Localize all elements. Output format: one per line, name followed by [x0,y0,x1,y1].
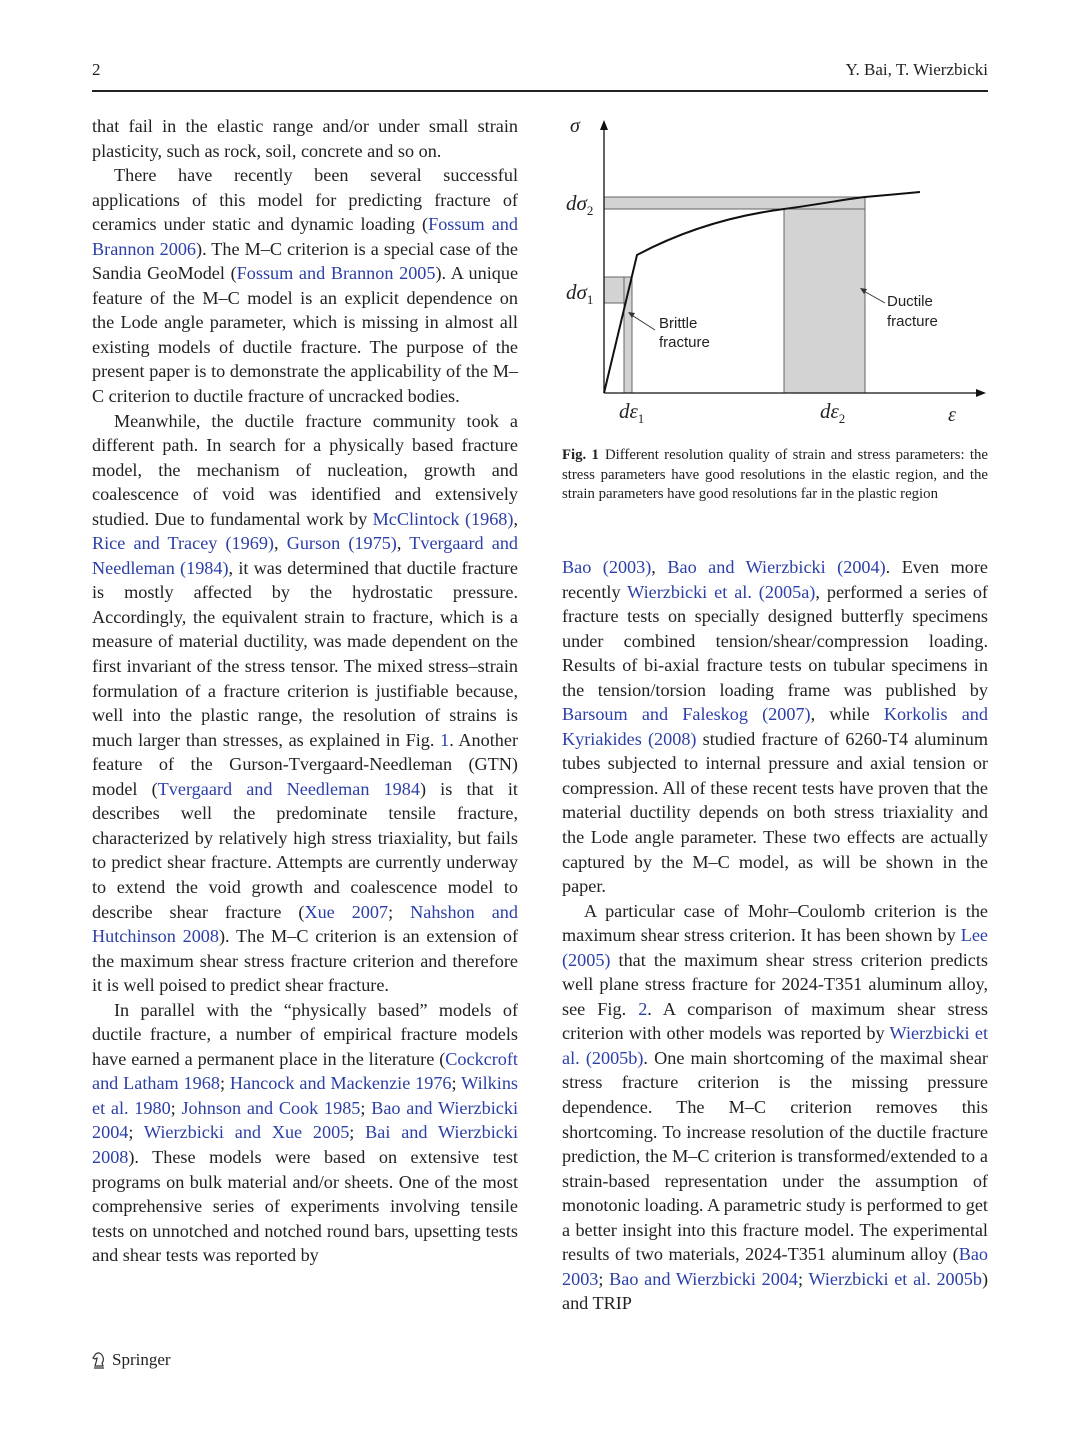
citation-link[interactable]: Wierzbicki et al. (2005a) [627,581,816,602]
citation-link[interactable]: Tvergaard and Needleman (1984) [92,533,519,578]
body-text: Meanwhile, the ductile fracture community took a different path. In search for a physically based fracture model, the mechanism of nucleation, growth and coalescence of void was identified and extensively studied. Due to fundamental work by [92,410,518,529]
brittle-label-line1: Brittle [659,315,698,332]
body-text: ) is that it describes well the predominate tensile fracture, characterized by relatively high stress triaxiality, but fails to predict shear fracture. Attempts are currently underway to extend the void growth and coalescence model to describe shear fracture ( [92,778,518,922]
body-text: ). A unique feature of the M–C model is an explicit dependence on the Lode angle parameter, which is missing in almost all existing models of ductile fracture. The purpose of the present paper is to demonstrate the applicability of the M–C criterion to ductile fracture of uncracked bodies. [92,263,519,407]
paragraph [92,409,518,998]
body-text: ; [349,1122,366,1143]
tick-deps2: $d\varepsilon_2$ [820,399,846,426]
x-axis-label: ε [948,404,956,426]
body-text: ). These models were based on extensive test programs on bulk material and/or sheets. One of the most comprehensive series of experiments involving tensile tests on unnotched and notched round bars, upsetting tests and shear tests was reported by [92,1146,518,1266]
publisher-name: Springer [112,1350,171,1369]
body-text: that the maximum shear stress criterion predicts well plane stress fracture for 2024-T351 aluminum alloy, see Fig. [562,949,988,1019]
body-text: ; [797,1268,809,1289]
citation-link[interactable]: Bao 2003 [562,1244,988,1289]
paragraph [562,899,988,1316]
citation-link[interactable]: Wilkins et al. 1980 [92,1073,519,1118]
citation-link[interactable]: Lee (2005) [562,925,988,970]
body-text: , [396,533,410,554]
springer-horse-icon [90,1350,108,1370]
citation-link[interactable]: Rice and Tracey (1969) [92,533,274,554]
body-text: ; [170,1097,182,1118]
ductile-label-line2: fracture [887,313,938,330]
body-text: ; [451,1073,462,1094]
caption-text: Different resolution quality of strain and stress parameters: the stress parameters have good resolutions in the elastic region, and the strain parameters have good resolutions far in the plastic region [562,447,988,502]
body-text: . One main shortcoming of the maximal shear stress fracture criterion is the missing pressure dependence. The M–C criterion removes this shortcoming. To increase resolution of the ductile fracture prediction, the M–C criterion is transformed/extended to a strain-based representation under the assumption of monotonic loading. A parametric study is performed to get a better insight into this fracture model. The experimental results of two materials, 2024-T351 aluminum alloy ( [562,1047,988,1265]
figure-caption [562,446,988,505]
x-axis-arrow-icon [976,389,986,397]
header-rule [92,90,988,92]
citation-link[interactable]: Korkolis and Kyriakides (2008) [562,704,988,749]
body-text: . A comparison of maximum shear stress criterion with other models was reported by [562,998,988,1044]
figure-label: Fig. 1 [562,447,599,463]
citation-link[interactable]: Bao (2003) [562,557,652,577]
body-text: ; [360,1097,372,1118]
citation-link[interactable]: Wierzbicki et al. 2005b [808,1268,982,1289]
citation-link[interactable]: Tvergaard and Needleman 1984 [157,778,420,799]
citation-link[interactable]: McClintock (1968) [372,508,514,529]
ductile-region [784,209,865,393]
body-text: , performed a series of fracture tests on specially designed butterfly specimens under combined tension/shear/compression loading. Results of bi-axial fracture tests on tubular specimens in the tension/torsion loading frame was published by [562,581,988,700]
body-text: , [651,557,668,577]
stress-strain-curve [604,192,920,393]
citation-link[interactable]: Barsoum and Faleskog (2007) [562,704,811,725]
page-number: 2 [92,60,101,79]
body-text: that fail in the elastic range and/or under small strain plasticity, such as rock, soil, concrete and so on. [92,116,518,161]
tick-dsigma2: $d\sigma_2$ [566,191,594,218]
right-column [562,555,988,1316]
figure-1 [560,108,990,438]
running-head-authors: Y. Bai, T. Wierzbicki [845,60,988,79]
citation-link[interactable]: 2 [638,998,648,1019]
citation-link[interactable]: Xue 2007 [304,901,389,922]
body-text: , it was determined that ductile fracture is mostly affected by the hydrostatic pressure. Accordingly, the equivalent strain to fracture, which is a measure of material ductility, was made dependent on the first invariant of the stress tensor. The mixed stress–strain formulation of a fracture criterion is justifiable because, well into the plastic range, the resolution of strains is much larger than stresses, as explained in Fig. [92,557,518,750]
y-axis-label: σ [570,115,580,137]
citation-link[interactable]: Hancock and Mackenzie 1976 [229,1073,452,1094]
citation-link[interactable]: Fossum and Brannon 2006 [92,214,518,259]
body-text: ; [128,1122,144,1143]
brittle-label-line2: fracture [659,334,710,351]
citation-link[interactable]: Nahshon and Hutchinson 2008 [92,901,518,947]
citation-link[interactable]: Cockcroft and Latham 1968 [92,1048,518,1094]
brittle-pointer [630,314,655,330]
body-text: ). The M–C criterion is an extension of the maximum shear stress fracture criterion and therefore it is well poised to predict shear fracture. [92,926,518,996]
body-text: , [274,533,287,554]
citation-link[interactable]: Bao and Wierzbicki 2004 [92,1097,518,1143]
citation-link[interactable]: Fossum and Brannon 2005 [236,263,436,284]
body-text: studied fracture of 6260-T4 aluminum tubes subjected to internal pressure and axial tension or compression. All of these recent tests have proven that the material ductility depends on both stress triaxiality and the Lode angle parameter. These two effects are actually captured by the M–C model, as will be shown in the paper. [562,728,988,897]
body-text: , while [810,704,884,725]
body-text: In parallel with the “physically based” models of ductile fracture, a number of empirical fracture models have earned a permanent place in the literature ( [92,999,518,1069]
ductile-label-line1: Ductile [887,293,933,310]
citation-link[interactable]: Bao and Wierzbicki 2004 [609,1268,798,1289]
left-column [92,114,518,1268]
body-text: There have recently been several successful applications of this model for predicting fracture of ceramics under static and dynamic loading ( [92,165,518,235]
body-text: . Another feature of the Gurson-Tvergaard-Needleman (GTN) model ( [92,729,518,799]
body-text: ). The M–C criterion is a special case of the Sandia GeoModel ( [92,238,519,284]
citation-link[interactable]: Gurson (1975) [286,533,397,554]
stress-strain-diagram [560,108,990,438]
paragraph [92,163,518,408]
citation-link[interactable]: 1 [440,729,450,750]
body-text: ; [219,1073,230,1094]
body-text: ; [388,901,411,922]
body-text: ) and TRIP [562,1268,988,1314]
citation-link[interactable]: Wierzbicki and Xue 2005 [143,1122,350,1143]
y-axis-arrow-icon [600,120,608,130]
paragraph [92,114,518,163]
tick-deps1: $d\varepsilon_1$ [619,399,645,426]
citation-link[interactable]: Bao and Wierzbicki (2004) [667,557,886,577]
body-text: A particular case of Mohr–Coulomb criterion is the maximum shear stress criterion. It has been shown by [562,900,988,946]
body-text: , [513,508,518,529]
citation-link[interactable]: Johnson and Cook 1985 [181,1097,361,1118]
paragraph [562,555,988,899]
tick-dsigma1: $d\sigma_1$ [566,280,594,307]
body-text: . Even more recently [562,557,988,602]
paragraph [92,998,518,1268]
citation-link[interactable]: Bai and Wierzbicki 2008 [92,1122,518,1167]
body-text: ; [598,1268,610,1289]
publisher-footer [90,1350,171,1370]
running-header [92,60,988,90]
citation-link[interactable]: Wierzbicki et al. (2005b) [562,1023,988,1068]
